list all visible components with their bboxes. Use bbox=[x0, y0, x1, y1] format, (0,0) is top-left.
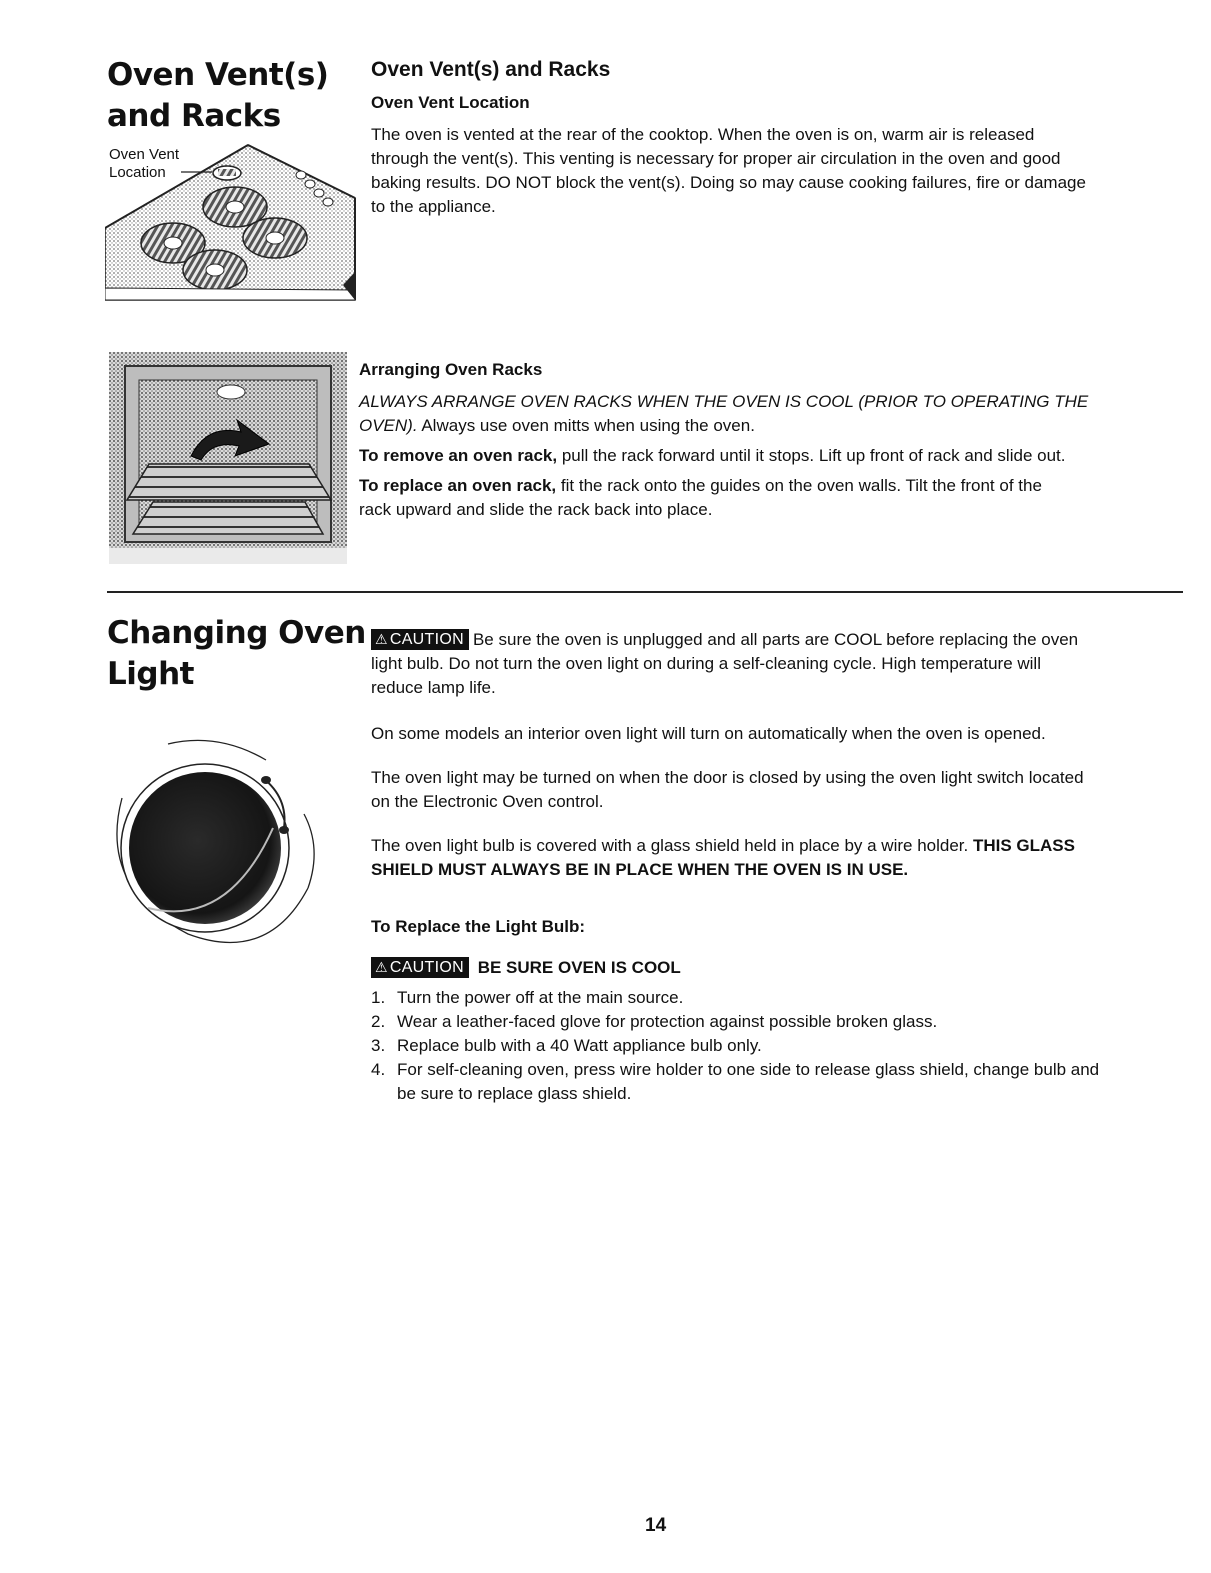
section-title-oven-light: Changing Oven Light bbox=[107, 615, 366, 692]
list-item: 3. Replace bulb with a 40 Watt appliance bulb only. bbox=[371, 1036, 762, 1055]
list-item: 2. Wear a leather-faced glove for protection against possible broken glass. bbox=[371, 1012, 938, 1031]
vents-heading: Oven Vent(s) and Racks bbox=[371, 58, 611, 81]
caution-badge: ⚠ CAUTION bbox=[371, 629, 469, 650]
racks-paragraph: ALWAYS ARRANGE OVEN RACKS WHEN THE OVEN IS COOL (PRIOR TO OPERATING THE OVEN). Always use oven mitts when using the oven. To remove an oven rack, pull the rack forward until it stops. Lift up front of rack and slide out. To replace an oven rack, fit the rack onto the guides on the oven walls. Tilt the front of the rack upward and slide the rack back into place. bbox=[359, 392, 1089, 519]
replace-bulb-steps bbox=[371, 986, 1191, 1106]
arranging-racks-heading: Arranging Oven Racks bbox=[359, 360, 543, 379]
caution-cool-line: ⚠ CAUTION BE SURE OVEN IS COOL bbox=[371, 956, 681, 980]
caution-badge: ⚠ CAUTION bbox=[371, 957, 469, 978]
section-title-oven-vents: Oven Vent(s) and Racks bbox=[107, 57, 329, 134]
list-item: 1. Turn the power off at the main source. bbox=[371, 988, 684, 1007]
section-divider bbox=[107, 591, 1183, 593]
vent-location-subheading: Oven Vent Location bbox=[371, 93, 530, 112]
list-item: 4. For self-cleaning oven, press wire holder to one side to release glass shield, change bulb and be sure to replace glass shield. bbox=[371, 1060, 1100, 1103]
glass-shield-paragraph: The oven light bulb is covered with a glass shield held in place by a wire holder. THIS GLASS SHIELD MUST ALWAYS BE IN PLACE WHEN THE OVEN IS IN USE. bbox=[371, 836, 1075, 879]
light-caution-paragraph: ⚠ CAUTION Be sure the oven is unplugged and all parts are COOL before replacing the oven light bulb. Do not turn the oven light on during a self-cleaning cycle. High temperature will reduce lamp life. bbox=[371, 630, 1079, 697]
warning-triangle-icon: ⚠ bbox=[375, 959, 388, 975]
auto-light-text: On some models an interior oven light will turn on automatically when the oven is opened. bbox=[371, 724, 1046, 743]
oven-light-bulb-illustration bbox=[108, 738, 324, 944]
oven-rack-illustration bbox=[109, 352, 347, 564]
vent-location-callout: Oven Vent Location bbox=[109, 146, 180, 181]
light-switch-paragraph: The oven light may be turned on when the door is closed by using the oven light switch located on the Electronic Oven control. bbox=[371, 768, 1084, 811]
warning-triangle-icon: ⚠ bbox=[375, 631, 388, 647]
vent-paragraph: The oven is vented at the rear of the cooktop. When the oven is on, warm air is released through the vent(s). This venting is necessary for proper air circulation in the oven and good baking results. DO NOT block the vent(s). Doing so may cause cooking failures, fire or damage to the appliance. bbox=[371, 125, 1086, 216]
page-number: 14 bbox=[645, 1515, 667, 1536]
replace-bulb-heading: To Replace the Light Bulb: bbox=[371, 917, 586, 936]
